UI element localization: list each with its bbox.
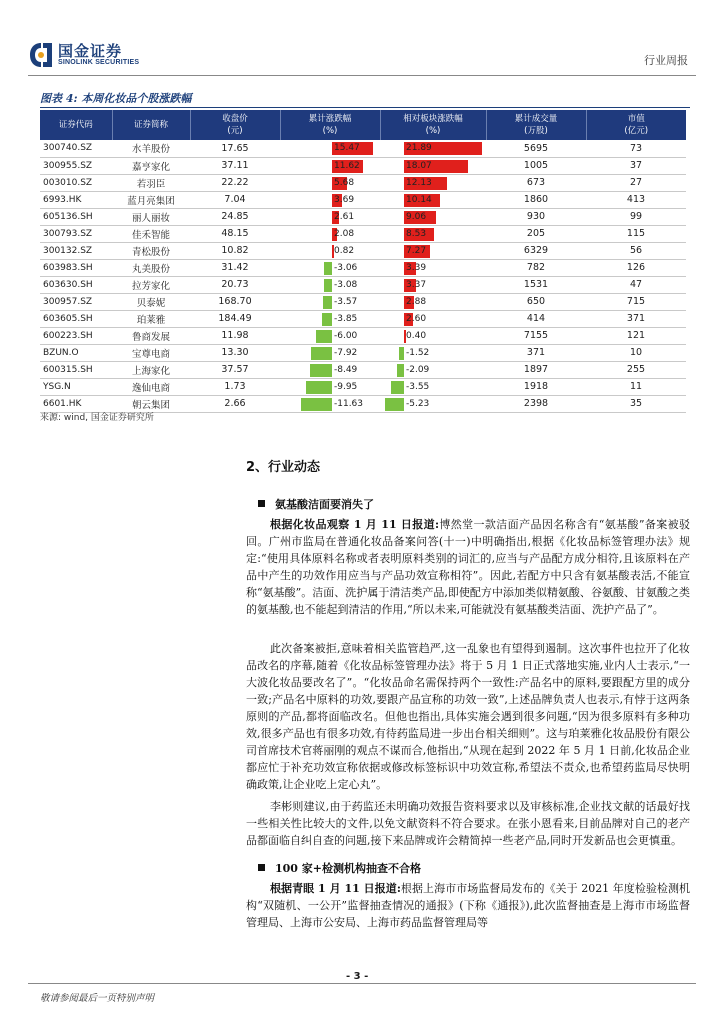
- paragraph-1: [246, 516, 690, 618]
- subsection-heading-1-text: 氨基酸洁面要消失了: [275, 498, 374, 511]
- column-header: 证券代码: [40, 110, 112, 140]
- chg-bar: [324, 279, 332, 292]
- cap-cell: 11: [586, 378, 686, 395]
- stock-performance-table: [40, 110, 686, 413]
- chg-bar: [301, 398, 332, 411]
- rel-bar: [399, 347, 404, 360]
- rel-cell: [380, 140, 486, 157]
- name-cell: 上海家化: [112, 361, 190, 378]
- chg-cell: [280, 140, 380, 157]
- logo-text-cn: 国金证券: [58, 42, 123, 60]
- chg-label: -6.00: [334, 330, 358, 341]
- vol-cell: 6329: [486, 242, 586, 259]
- chg-label: 11.62: [334, 160, 360, 171]
- rel-label: 9.06: [406, 211, 427, 222]
- chg-cell: [280, 157, 380, 174]
- brand-logo: [28, 38, 178, 74]
- code-cell: 300957.SZ: [40, 293, 112, 310]
- rel-cell: [380, 395, 486, 412]
- close-cell: 37.11: [190, 157, 280, 174]
- cap-cell: 121: [586, 327, 686, 344]
- cap-cell: 99: [586, 208, 686, 225]
- chg-bar: [306, 381, 332, 394]
- name-cell: 嘉亨家化: [112, 157, 190, 174]
- rel-cell: [380, 344, 486, 361]
- chg-cell: [280, 310, 380, 327]
- code-cell: 300740.SZ: [40, 140, 112, 157]
- table-row: [40, 174, 686, 191]
- cap-cell: 27: [586, 174, 686, 191]
- subsection-heading-2: [258, 860, 421, 876]
- code-cell: BZUN.O: [40, 344, 112, 361]
- vol-cell: 414: [486, 310, 586, 327]
- chg-cell: [280, 208, 380, 225]
- figure-source: 来源: wind, 国金证券研究所: [40, 413, 154, 423]
- rel-label: 3.37: [406, 279, 427, 290]
- paragraph-4-lead: 根据青眼 1 月 11 日报道:: [270, 882, 401, 895]
- header-divider: [28, 75, 696, 76]
- paragraph-2: 此次备案被拒,意味着相关监管趋严,这一乱象也有望得到遏制。这次事件也拉开了化妆品改名的序幕,随着《化妆品标签管理办法》将于 5 月 1 日正式落地实施,业内人士表示,“一大波化妆品要改名了”。“化妆品命名需保持两个一致性:产品名中的原料,要跟配方里的成分一致;产品名中原料的功效,要跟产品宣称的功效一致”,上述品牌负责人也表示,有悖于这两条原则的产品,都将面临改名。但他也指出,具体实施会遇到很多问题,“因为很多原料有多种功效,很多产品也有很多功效,有待药监局进一步出台相关细则”。这与珀莱雅化妆品股份有限公司首席技术官蒋丽刚的观点不谋而合,他指出,“从现在起到 2022 年 5 月 1 日前,化妆品企业都应忙于补充功效宣称依据或修改标签标识中功效宣称,希望法不责众,也希望药监局尽快明确政策,让企业吃上定心丸”。: [246, 642, 690, 791]
- code-cell: 003010.SZ: [40, 174, 112, 191]
- chg-label: -3.85: [334, 313, 358, 324]
- chg-bar: [316, 330, 332, 343]
- column-header: 证券简称: [112, 110, 190, 140]
- chg-cell: [280, 191, 380, 208]
- rel-cell: [380, 191, 486, 208]
- name-cell: 青松股份: [112, 242, 190, 259]
- code-cell: 300132.SZ: [40, 242, 112, 259]
- code-cell: 300793.SZ: [40, 225, 112, 242]
- chg-cell: [280, 378, 380, 395]
- name-cell: 丽人丽妆: [112, 208, 190, 225]
- vol-cell: 2398: [486, 395, 586, 412]
- code-cell: 605136.SH: [40, 208, 112, 225]
- chg-label: -11.63: [334, 398, 364, 409]
- chg-cell: [280, 242, 380, 259]
- rel-label: 2.60: [406, 313, 427, 324]
- document-type: 行业周报: [644, 54, 688, 67]
- bullet-square-icon: [258, 500, 265, 507]
- close-cell: 1.73: [190, 378, 280, 395]
- code-cell: 600315.SH: [40, 361, 112, 378]
- name-cell: 蓝月亮集团: [112, 191, 190, 208]
- chg-label: -3.08: [334, 279, 358, 290]
- close-cell: 11.98: [190, 327, 280, 344]
- code-cell: 603983.SH: [40, 259, 112, 276]
- rel-label: 21.89: [406, 143, 432, 153]
- vol-cell: 371: [486, 344, 586, 361]
- name-cell: 鲁商发展: [112, 327, 190, 344]
- rel-cell: [380, 259, 486, 276]
- chg-bar: [323, 296, 332, 309]
- column-header: 累计涨跌幅 (%): [280, 110, 380, 140]
- cap-cell: 115: [586, 225, 686, 242]
- close-cell: 10.82: [190, 242, 280, 259]
- code-cell: 603630.SH: [40, 276, 112, 293]
- cap-cell: 715: [586, 293, 686, 310]
- bullet-square-icon: [258, 864, 265, 871]
- chg-bar: [310, 364, 332, 377]
- vol-cell: 1531: [486, 276, 586, 293]
- close-cell: 7.04: [190, 191, 280, 208]
- chg-bar: [324, 262, 332, 275]
- table-row: [40, 191, 686, 208]
- vol-cell: 650: [486, 293, 586, 310]
- column-header: 相对板块涨跌幅 (%): [380, 110, 486, 140]
- rel-label: 2.88: [406, 296, 427, 307]
- vol-cell: 1918: [486, 378, 586, 395]
- rel-cell: [380, 157, 486, 174]
- table-row: [40, 361, 686, 378]
- cap-cell: 126: [586, 259, 686, 276]
- chg-cell: [280, 361, 380, 378]
- rel-label: -3.55: [406, 381, 430, 392]
- rel-label: 12.13: [406, 177, 432, 188]
- close-cell: 48.15: [190, 225, 280, 242]
- chg-label: 3.69: [334, 194, 355, 205]
- footer-disclaimer: 敬请参阅最后一页特别声明: [40, 993, 155, 1004]
- close-cell: 168.70: [190, 293, 280, 310]
- code-cell: 300955.SZ: [40, 157, 112, 174]
- rel-cell: [380, 327, 486, 344]
- rel-label: 18.07: [406, 160, 432, 171]
- chg-label: -3.06: [334, 262, 358, 273]
- cap-cell: 413: [586, 191, 686, 208]
- table-row: [40, 378, 686, 395]
- rel-label: -5.23: [406, 398, 430, 409]
- code-cell: YSG.N: [40, 378, 112, 395]
- chg-bar: [322, 313, 332, 326]
- chg-cell: [280, 293, 380, 310]
- rel-label: 8.53: [406, 228, 427, 239]
- name-cell: 丸美股份: [112, 259, 190, 276]
- name-cell: 贝泰妮: [112, 293, 190, 310]
- cap-cell: 56: [586, 242, 686, 259]
- rel-cell: [380, 174, 486, 191]
- rel-bar: [397, 364, 404, 377]
- table-row: [40, 208, 686, 225]
- rel-cell: [380, 225, 486, 242]
- name-cell: 宝尊电商: [112, 344, 190, 361]
- vol-cell: 5695: [486, 140, 586, 157]
- table-row: [40, 157, 686, 174]
- vol-cell: 930: [486, 208, 586, 225]
- footer-divider: [28, 983, 696, 984]
- paragraph-3: 李彬则建议,由于药监还未明确功效报告资料要求以及审核标准,企业找文献的话最好找一些相关性比较大的文件,以免文献资料不符合要求。在张小恩看来,目前品牌对自己的老产品都面临自纠自查的问题,接下来品牌或许会精简掉一些老产品,同时开发新品也会更慎重。: [246, 800, 690, 847]
- name-cell: 朝云集团: [112, 395, 190, 412]
- table-row: [40, 242, 686, 259]
- cap-cell: 47: [586, 276, 686, 293]
- logo-text-en: SINOLINK SECURITIES: [58, 59, 140, 66]
- column-header: 收盘价 (元): [190, 110, 280, 140]
- chg-label: -9.95: [334, 381, 358, 392]
- page-number: - 3 -: [346, 971, 369, 982]
- cap-cell: 37: [586, 157, 686, 174]
- column-header: 累计成交量 (万股): [486, 110, 586, 140]
- paragraph-4-body: 根据上海市市场监督局发布的《关于 2021 年度检验检测机构“双随机、一公开”监督抽查情况的通报》(下称《通报》),此次监督抽查是上海市市场监督管理局、上海市公安局、上海市药品监督管理局等: [246, 882, 690, 929]
- figure-title: 图表 4: 本周化妆品个股涨跌幅: [40, 90, 690, 108]
- vol-cell: 205: [486, 225, 586, 242]
- rel-cell: [380, 242, 486, 259]
- name-cell: 逸仙电商: [112, 378, 190, 395]
- vol-cell: 1860: [486, 191, 586, 208]
- chg-label: -8.49: [334, 364, 358, 375]
- table-body: [40, 140, 686, 412]
- close-cell: 22.22: [190, 174, 280, 191]
- chg-label: 2.08: [334, 228, 355, 239]
- rel-label: 7.27: [406, 245, 427, 256]
- close-cell: 37.57: [190, 361, 280, 378]
- close-cell: 184.49: [190, 310, 280, 327]
- close-cell: 31.42: [190, 259, 280, 276]
- close-cell: 17.65: [190, 140, 280, 157]
- code-cell: 600223.SH: [40, 327, 112, 344]
- close-cell: 24.85: [190, 208, 280, 225]
- table-header-row: [40, 110, 686, 140]
- vol-cell: 1897: [486, 361, 586, 378]
- table-row: [40, 327, 686, 344]
- section-title: 2、行业动态: [246, 460, 321, 475]
- rel-cell: [380, 378, 486, 395]
- chg-cell: [280, 276, 380, 293]
- vol-cell: 7155: [486, 327, 586, 344]
- table-row: [40, 344, 686, 361]
- name-cell: 佳禾智能: [112, 225, 190, 242]
- subsection-heading-1: [258, 496, 374, 512]
- chg-cell: [280, 344, 380, 361]
- rel-cell: [380, 293, 486, 310]
- rel-cell: [380, 361, 486, 378]
- rel-bar: [391, 381, 404, 394]
- rel-cell: [380, 276, 486, 293]
- close-cell: 2.66: [190, 395, 280, 412]
- page-header: [28, 38, 696, 78]
- close-cell: 13.30: [190, 344, 280, 361]
- name-cell: 珀莱雅: [112, 310, 190, 327]
- chg-label: -3.57: [334, 296, 358, 307]
- paragraph-1-body: 博然堂一款洁面产品因名称含有“氨基酸”备案被驳回。广州市监局在普通化妆品备案问答(十一)中明确指出,根据《化妆品标签管理办法》规定:“使用具体原料名称或者表明原料类别的词汇的,应当与产品配方成分相符,且该原料在产品中产生的功效作用应当与产品功效宣称相符”。因此,若配方中只含有氨基酸表活,不能宣称“氨基酸”。洁面、洗护属于清洁类产品,即使配方中添加类似精氨酸、谷氨酸、甘氨酸之类的氨基酸,也不能起到清洁的作用,“所以未来,可能就没有氨基酸类洁面、洗护产品了”。: [246, 518, 690, 616]
- table-row: [40, 225, 686, 242]
- rel-label: 3.39: [406, 262, 427, 273]
- close-cell: 20.73: [190, 276, 280, 293]
- table-row: [40, 293, 686, 310]
- cap-cell: 255: [586, 361, 686, 378]
- vol-cell: 782: [486, 259, 586, 276]
- chg-label: 2.61: [334, 211, 355, 222]
- cap-cell: 371: [586, 310, 686, 327]
- vol-cell: 1005: [486, 157, 586, 174]
- chg-bar: [311, 347, 332, 360]
- vol-cell: 673: [486, 174, 586, 191]
- paragraph-4: [246, 880, 690, 931]
- name-cell: 水羊股份: [112, 140, 190, 157]
- rel-label: -2.09: [406, 364, 430, 375]
- chg-cell: [280, 327, 380, 344]
- table-row: [40, 276, 686, 293]
- cap-cell: 10: [586, 344, 686, 361]
- rel-cell: [380, 310, 486, 327]
- rel-label: 10.14: [406, 194, 432, 205]
- chg-cell: [280, 225, 380, 242]
- name-cell: 拉芳家化: [112, 276, 190, 293]
- chg-cell: [280, 395, 380, 412]
- chg-label: 0.82: [334, 245, 355, 256]
- rel-cell: [380, 208, 486, 225]
- code-cell: 6993.HK: [40, 191, 112, 208]
- rel-label: -1.52: [406, 347, 430, 358]
- chg-cell: [280, 259, 380, 276]
- table-row: [40, 140, 686, 157]
- rel-bar: [385, 398, 404, 411]
- sinolink-logo-icon: [28, 41, 54, 69]
- column-header: 市值 (亿元): [586, 110, 686, 140]
- code-cell: 603605.SH: [40, 310, 112, 327]
- table-row: [40, 259, 686, 276]
- cap-cell: 73: [586, 140, 686, 157]
- code-cell: 6601.HK: [40, 395, 112, 412]
- name-cell: 若羽臣: [112, 174, 190, 191]
- chg-label: 5.68: [334, 177, 355, 188]
- table-row: [40, 310, 686, 327]
- chg-label: -7.92: [334, 347, 358, 358]
- chg-label: 15.47: [334, 143, 360, 153]
- rel-label: 0.40: [406, 330, 427, 341]
- chg-cell: [280, 174, 380, 191]
- paragraph-1-lead: 根据化妆品观察 1 月 11 日报道:: [270, 518, 440, 531]
- subsection-heading-2-text: 100 家+检测机构抽查不合格: [275, 862, 422, 875]
- cap-cell: 35: [586, 395, 686, 412]
